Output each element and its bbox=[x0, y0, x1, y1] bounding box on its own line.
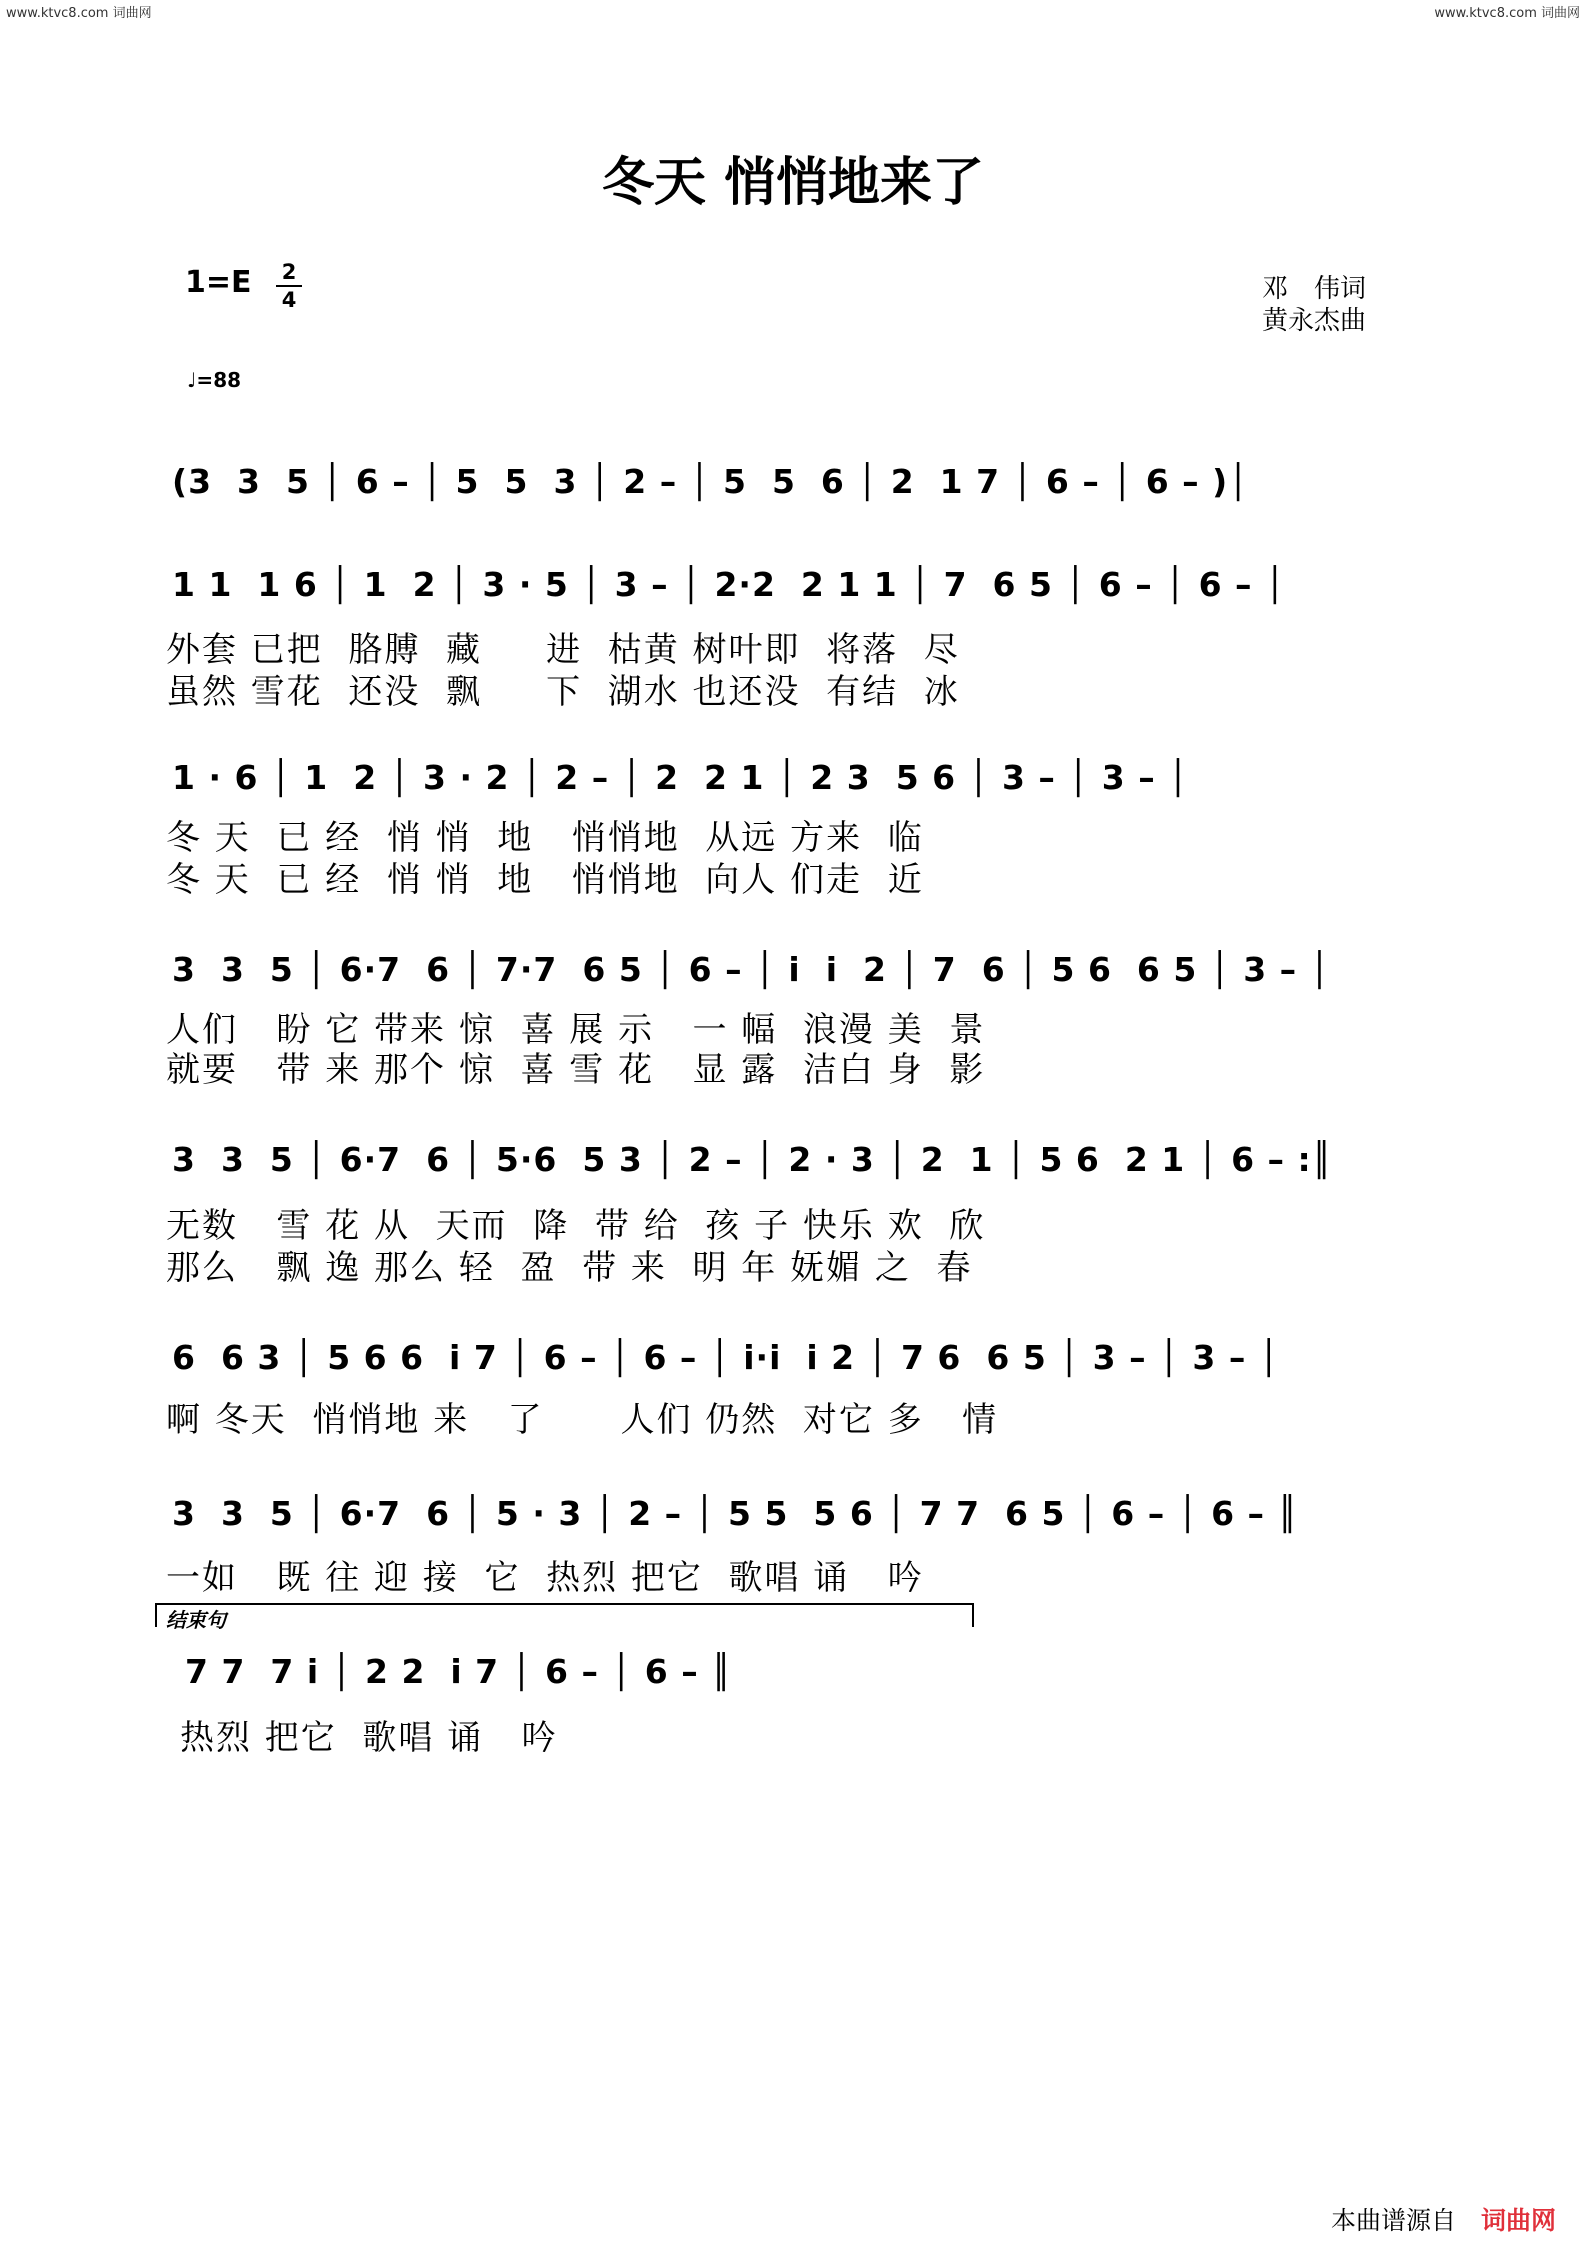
lyrics-line-5-verse-2: 那么 飘 逸 那么 轻 盈 带 来 明 年 妩媚 之 春 bbox=[166, 1248, 973, 1288]
ending-bracket bbox=[155, 1603, 974, 1627]
song-title: 冬天 悄悄地来了 bbox=[601, 153, 985, 213]
ending-lyrics: 热烈 把它 歌唱 诵 吟 bbox=[180, 1718, 558, 1758]
lyrics-line-2-verse-2: 虽然 雪花 还没 飘 下 湖水 也还没 有结 冰 bbox=[166, 672, 960, 712]
lyrics-line-4-verse-2: 就要 带 来 那个 惊 喜 雪 花 显 露 洁白 身 影 bbox=[166, 1050, 986, 1090]
header-left-watermark: www.ktvc8.com 词曲网 bbox=[6, 6, 152, 21]
lyrics-line-4-verse-1: 人们 盼 它 带来 惊 喜 展 示 一 幅 浪漫 美 景 bbox=[166, 1010, 986, 1050]
lyricist-credit: 邓 伟词 bbox=[1262, 274, 1367, 304]
footer-brand-logo: 词曲网 bbox=[1480, 2206, 1556, 2235]
ending-notation: 7 7 7 i │ 2 2 i 7 │ 6 – │ 6 – ║ bbox=[185, 1652, 733, 1691]
notation-line-4: 3 3 5 │ 6·7 6 │ 7·7 6 5 │ 6 – │ i i 2 │ 7 6 │ 5 6 6 5 │ 3 – │ bbox=[172, 950, 1331, 989]
notation-line-7: 3 3 5 │ 6·7 6 │ 5 · 3 │ 2 – │ 5 5 5 6 │ 7 7 6 5 │ 6 – │ 6 – ║ bbox=[172, 1494, 1299, 1533]
notation-line-2: 1 1 1 6 │ 1 2 │ 3 · 5 │ 3 – │ 2·2 2 1 1 │ 7 6 5 │ 6 – │ 6 – │ bbox=[172, 565, 1286, 604]
ending-label: 结束句 bbox=[166, 1608, 226, 1632]
header-right-watermark: www.ktvc8.com 词曲网 bbox=[1434, 6, 1580, 21]
tempo-marking: ♩=88 bbox=[187, 368, 242, 392]
time-signature-top: 2 bbox=[281, 260, 297, 284]
lyrics-line-6-verse-1: 啊 冬天 悄悄地 来 了 人们 仍然 对它 多 情 bbox=[166, 1400, 999, 1440]
notation-line-1: (3 3 5 │ 6 – │ 5 5 3 │ 2 – │ 5 5 6 │ 2 1 7 │ 6 – │ 6 – )│ bbox=[172, 462, 1250, 501]
time-signature bbox=[276, 260, 302, 312]
lyrics-line-7-verse-1: 一如 既 往 迎 接 它 热烈 把它 歌唱 诵 吟 bbox=[166, 1558, 924, 1598]
lyrics-line-3-verse-1: 冬 天 已 经 悄 悄 地 悄悄地 从远 方来 临 bbox=[166, 818, 924, 858]
lyrics-line-2-verse-1: 外套 已把 胳膊 藏 进 枯黄 树叶即 将落 尽 bbox=[166, 630, 960, 670]
notation-line-3: 1 · 6 │ 1 2 │ 3 · 2 │ 2 – │ 2 2 1 │ 2 3 5 6 │ 3 – │ 3 – │ bbox=[172, 758, 1190, 797]
notation-line-6: 6 6 3 │ 5 6 6 i 7 │ 6 – │ 6 – │ i·i i 2 │ 7 6 6 5 │ 3 – │ 3 – │ bbox=[172, 1338, 1280, 1377]
time-signature-bottom: 4 bbox=[281, 288, 297, 312]
key-signature: 1=E bbox=[185, 265, 252, 300]
footer-source-text: 本曲谱源自 bbox=[1330, 2206, 1456, 2235]
lyrics-line-5-verse-1: 无数 雪 花 从 天而 降 带 给 孩 子 快乐 欢 欣 bbox=[166, 1206, 986, 1246]
notation-line-5: 3 3 5 │ 6·7 6 │ 5·6 5 3 │ 2 – │ 2 · 3 │ 2 1 │ 5 6 2 1 │ 6 – :║ bbox=[172, 1140, 1333, 1179]
lyrics-line-3-verse-2: 冬 天 已 经 悄 悄 地 悄悄地 向人 们走 近 bbox=[166, 860, 924, 900]
composer-credit: 黄永杰曲 bbox=[1262, 306, 1367, 336]
